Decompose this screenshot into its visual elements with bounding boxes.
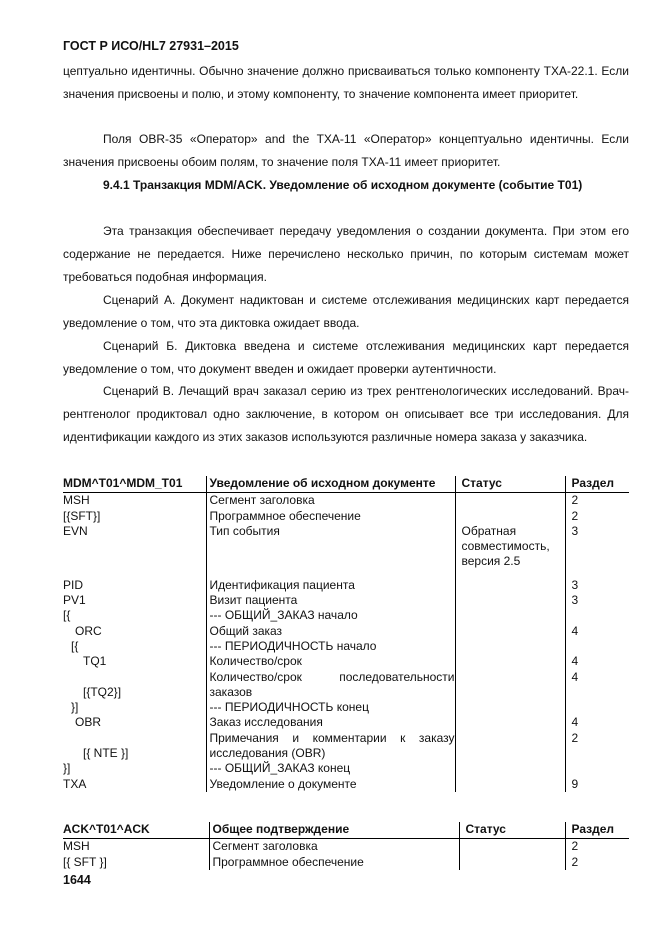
ack-message-structure-table xyxy=(63,822,629,870)
description-cell: --- ОБЩИЙ_ЗАКАЗ конец xyxy=(206,761,455,776)
page-number: 1644 xyxy=(63,873,91,887)
segment-cell: [{ NTE }] xyxy=(63,731,206,762)
segment-cell: MSH xyxy=(63,493,206,509)
segment-cell: MSH xyxy=(63,839,209,855)
segment-cell: PV1 xyxy=(63,593,206,608)
section-cell: 2 xyxy=(571,493,579,508)
section-cell: 2 xyxy=(571,730,579,745)
table-row xyxy=(63,839,629,855)
description-cell: Сегмент заголовка xyxy=(206,493,455,509)
description-cell: Количество/срок последовательности заказов xyxy=(206,670,455,701)
section-cell: 3 xyxy=(571,523,579,538)
table-row xyxy=(63,578,629,593)
segment-cell: [{ xyxy=(63,639,206,654)
segment-cell: [{TQ2}] xyxy=(63,670,206,701)
section-cell xyxy=(565,700,629,715)
table-row xyxy=(63,855,629,870)
segment-cell: OBR xyxy=(63,715,206,730)
section-cell: 9 xyxy=(571,776,579,791)
table-row xyxy=(63,761,629,776)
status-cell xyxy=(459,855,565,870)
paragraph-scenario-c: Сценарий В. Лечащий врач заказал серию из трех рентгенологических исследований. Врач-рентгенолог продиктовал одно заключение, в котором он описывает все три исследования. Для идентификации каждого из этих заказов используются различные номера заказа у заказчика. xyxy=(63,384,629,444)
description-cell: --- ПЕРИОДИЧНОСТЬ конец xyxy=(206,700,455,715)
description-cell: Программное обеспечение xyxy=(209,855,459,870)
description-cell: Сегмент заголовка xyxy=(209,839,459,855)
status-cell: Обратная совместимость, версия 2.5 xyxy=(455,524,565,578)
segment-cell: ORC xyxy=(63,624,206,639)
status-cell xyxy=(455,624,565,639)
table-header-row xyxy=(63,476,629,493)
table-row xyxy=(63,608,629,623)
column-header-section: Раздел xyxy=(565,476,629,493)
status-cell xyxy=(459,839,565,855)
table-row xyxy=(63,777,629,792)
status-cell xyxy=(455,731,565,762)
table-row xyxy=(63,639,629,654)
description-cell: Количество/срок xyxy=(206,654,455,669)
table-row xyxy=(63,670,629,701)
column-header-message: MDM^T01^MDM_T01 xyxy=(63,476,206,493)
status-cell xyxy=(455,761,565,776)
column-header-message: ACK^T01^ACK xyxy=(63,822,209,839)
status-cell xyxy=(455,608,565,623)
section-cell: 2 xyxy=(571,839,579,854)
section-cell: 3 xyxy=(571,577,579,592)
table-row xyxy=(63,524,629,578)
status-cell xyxy=(455,509,565,524)
section-cell xyxy=(565,761,629,776)
segment-cell: TXA xyxy=(63,777,206,792)
segment-cell: }] xyxy=(63,700,206,715)
segment-cell: }] xyxy=(63,761,206,776)
paragraph-operator-fields: Поля OBR-35 «Оператор» and the TXA-11 «Оператор» концептуально идентичны. Если значения присвоены обоим полям, то значение поля TXA-11 имеет приоритет. xyxy=(63,132,629,169)
section-cell: 3 xyxy=(571,593,579,608)
paragraph-continuation: цептуально идентичны. Обычно значение должно присваиваться только компоненту TXA-22.1. Если значения присвоены и полю, и этому компоненту, то значение компонента имеет приоритет. xyxy=(63,64,629,101)
section-cell xyxy=(565,639,629,654)
description-cell: Визит пациента xyxy=(206,593,455,608)
status-cell xyxy=(455,777,565,792)
section-cell xyxy=(565,608,629,623)
section-cell: 4 xyxy=(571,669,579,684)
document-header: ГОСТ Р ИСО/HL7 27931–2015 xyxy=(63,39,239,53)
description-cell: --- ОБЩИЙ_ЗАКАЗ начало xyxy=(206,608,455,623)
table-header-row xyxy=(63,822,629,839)
description-cell: Уведомление о документе xyxy=(206,777,455,792)
segment-cell: TQ1 xyxy=(63,654,206,669)
description-cell: --- ПЕРИОДИЧНОСТЬ начало xyxy=(206,639,455,654)
segment-cell: [{ SFT }] xyxy=(63,855,209,870)
section-cell: 2 xyxy=(571,508,579,523)
description-cell: Идентификация пациента xyxy=(206,578,455,593)
status-cell xyxy=(455,654,565,669)
table-row xyxy=(63,715,629,730)
status-cell xyxy=(455,593,565,608)
status-cell xyxy=(455,670,565,701)
status-cell xyxy=(455,578,565,593)
description-cell: Тип события xyxy=(206,524,455,578)
status-cell xyxy=(455,493,565,509)
table-row xyxy=(63,731,629,762)
status-cell xyxy=(455,700,565,715)
table-row xyxy=(63,509,629,524)
paragraph-scenario-b: Сценарий Б. Диктовка введена и системе отслеживания медицинских карт передается уведомление о том, что документ введен и ожидает проверки аутентичности. xyxy=(63,339,629,376)
segment-cell: EVN xyxy=(63,524,206,578)
description-cell: Общий заказ xyxy=(206,624,455,639)
mdm-message-structure-table xyxy=(63,476,629,792)
section-title: 9.4.1 Транзакция MDM/ACK. Уведомление об исходном документе (событие T01) xyxy=(103,178,583,192)
column-header-status: Статус xyxy=(459,822,565,839)
column-header-description: Уведомление об исходном документе xyxy=(206,476,455,493)
description-cell: Заказ исследования xyxy=(206,715,455,730)
paragraph-scenario-a: Сценарий А. Документ надиктован и системе отслеживания медицинских карт передается уведомление о том, что эта диктовка ожидает ввода. xyxy=(63,293,629,330)
segment-cell: [{ xyxy=(63,608,206,623)
segment-cell: PID xyxy=(63,578,206,593)
table-row xyxy=(63,593,629,608)
section-cell: 4 xyxy=(571,623,579,638)
section-cell: 4 xyxy=(571,654,579,669)
table-row xyxy=(63,624,629,639)
column-header-description: Общее подтверждение xyxy=(209,822,459,839)
section-cell: 2 xyxy=(571,854,579,869)
status-cell xyxy=(455,715,565,730)
paragraph-transaction-intro: Эта транзакция обеспечивает передачу уведомления о создании документа. При этом его содержание не передается. Ниже перечислено несколько причин, по которым системам может требоваться подобная информация. xyxy=(63,224,629,284)
description-cell: Примечания и комментарии к заказу исследования (OBR) xyxy=(206,731,455,762)
segment-cell: [{SFT}] xyxy=(63,509,206,524)
column-header-section: Раздел xyxy=(565,822,629,839)
status-cell xyxy=(455,639,565,654)
column-header-status: Статус xyxy=(455,476,565,493)
section-cell: 4 xyxy=(571,715,579,730)
description-cell: Программное обеспечение xyxy=(206,509,455,524)
table-row xyxy=(63,700,629,715)
table-row xyxy=(63,654,629,669)
table-row xyxy=(63,493,629,509)
